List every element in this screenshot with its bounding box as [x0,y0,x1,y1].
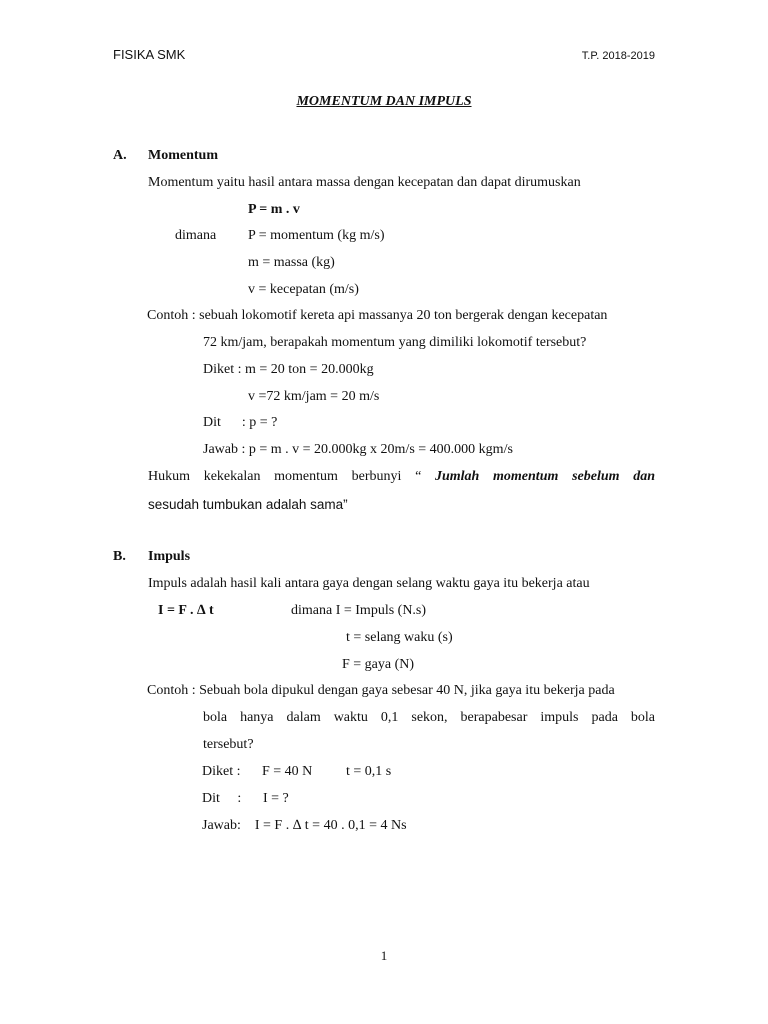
dimana-label: dimana [175,228,217,243]
header-year: T.P. 2018-2019 [581,50,655,62]
def-i: dimana I = Impuls (N.s) [291,603,427,618]
dit-b-value: I = ? [263,791,289,806]
def-p: P = momentum (kg m/s) [248,228,385,243]
dit-b-label: Dit : [202,791,242,806]
def-m: m = massa (kg) [248,255,335,270]
def-f: F = gaya (N) [342,657,415,672]
example-a-line1: Contoh : sebuah lokomotif kereta api massanya 20 ton bergerak dengan kecepatan [147,308,608,323]
jawab-b: Jawab: I = F . ∆ t = 40 . 0,1 = 4 Ns [202,818,407,833]
diket-a-m: Diket : m = 20 ton = 20.000kg [203,362,374,377]
example-b-line1: Contoh : Sebuah bola dipukul dengan gaya sebesar 40 N, jika gaya itu bekerja pada [147,683,615,698]
def-v: v = kecepatan (m/s) [248,282,359,297]
section-b-intro: Impuls adalah hasil kali antara gaya dengan selang waktu gaya itu bekerja atau [148,576,590,591]
diket-b-t: t = 0,1 s [346,764,392,779]
header-subject: FISIKA SMK [113,47,186,62]
diket-a-v: v =72 km/jam = 20 m/s [248,389,380,404]
impuls-formula: I = F . ∆ t [158,603,214,618]
section-a-intro: Momentum yaitu hasil antara massa dengan kecepatan dan dapat dirumuskan [148,175,581,190]
diket-b-label: Diket : [202,764,241,779]
jawab-a: Jawab : p = m . v = 20.000kg x 20m/s = 400.000 kgm/s [203,442,513,457]
section-b-letter: B. [113,549,126,564]
law-prefix: Hukum kekekalan momentum berbunyi “ [148,469,422,484]
example-b-line2: bola hanya dalam waktu 0,1 sekon, berapabesar impuls pada bola [203,710,655,725]
law-line1 [148,468,655,486]
momentum-formula: P = m . v [248,202,300,217]
section-a-letter: A. [113,148,127,163]
section-a-heading: Momentum [148,148,218,163]
law-line2: sesudah tumbukan adalah sama” [148,497,348,512]
page-number: 1 [380,948,388,963]
section-b-heading: Impuls [148,549,191,564]
dit-a: Dit : p = ? [203,415,278,430]
example-a-line2: 72 km/jam, berapakah momentum yang dimiliki lokomotif tersebut? [203,335,587,350]
example-b-line3: tersebut? [203,737,254,752]
law-statement: Jumlah momentum sebelum dan [434,469,655,484]
diket-b-f: F = 40 N [262,764,313,779]
page-title: MOMENTUM DAN IMPULS [296,94,472,109]
def-t: t = selang waku (s) [346,630,453,645]
